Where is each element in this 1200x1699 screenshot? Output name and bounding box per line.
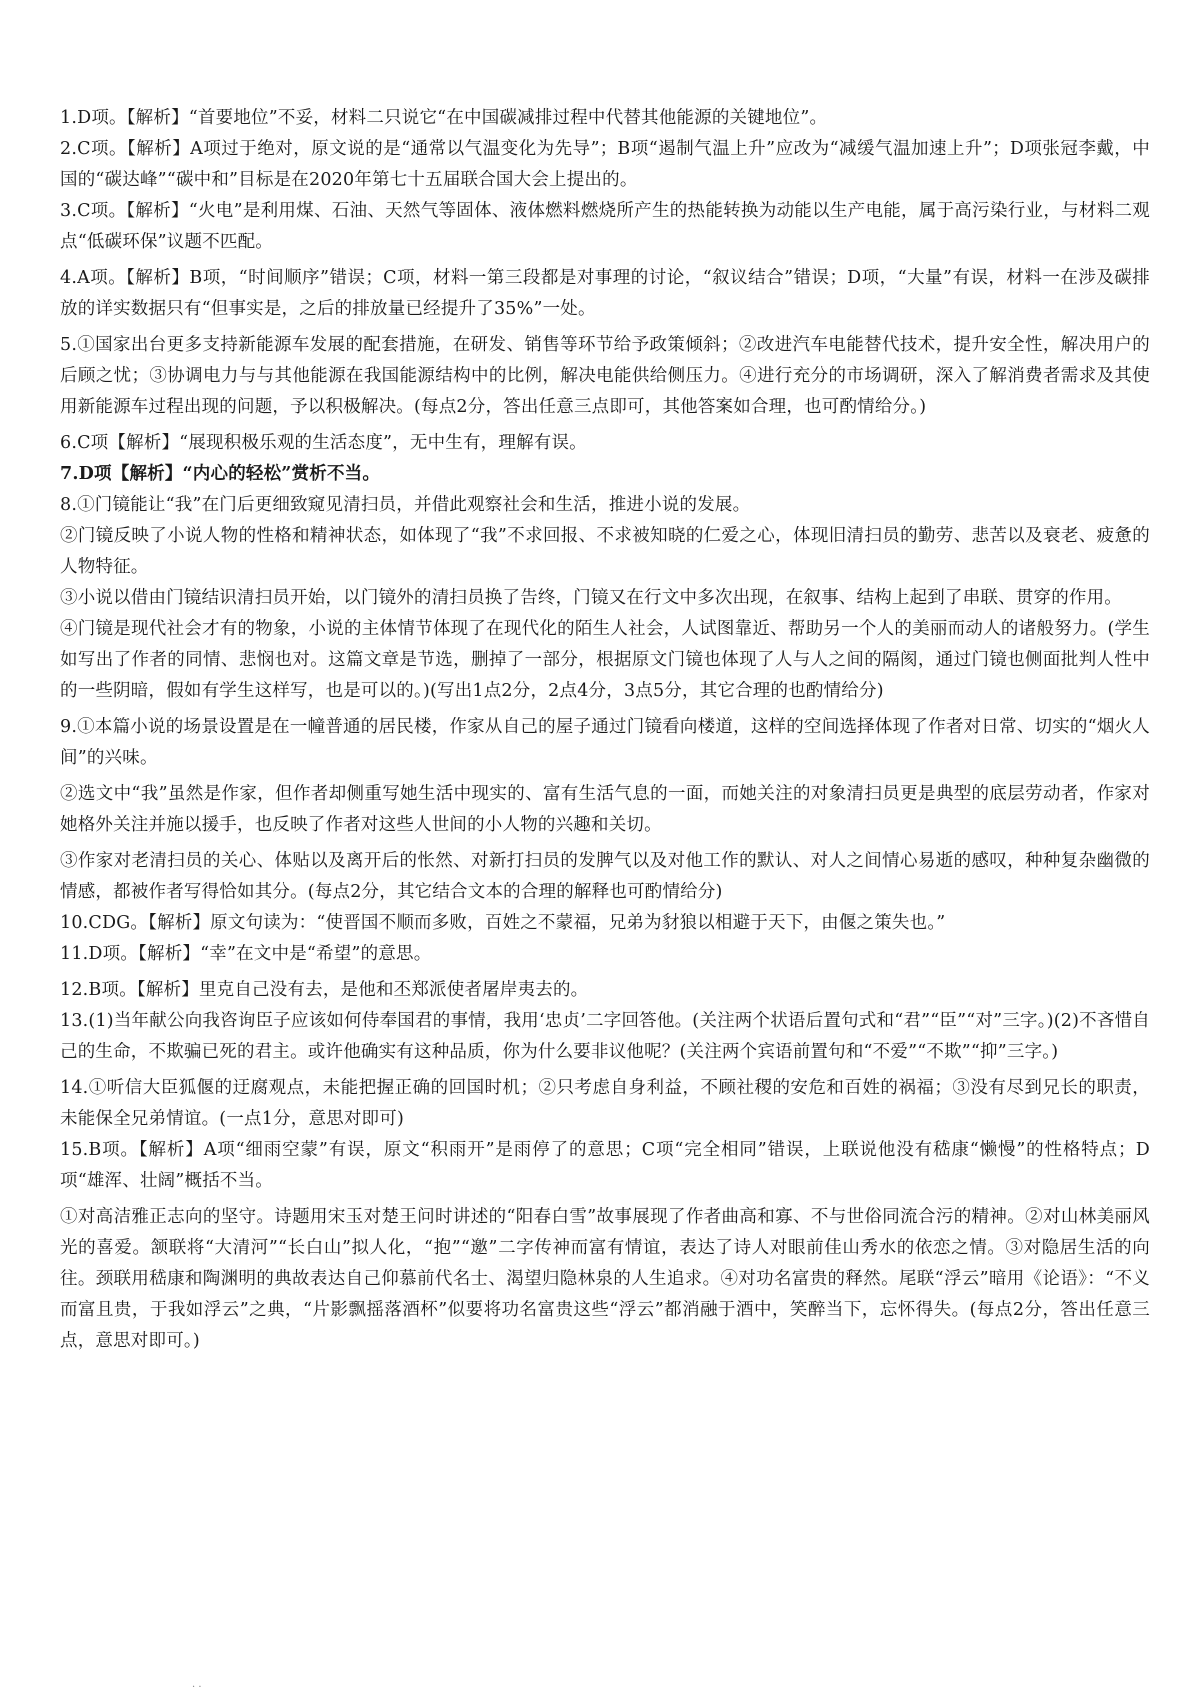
answer-8-point-4: ④门镜是现代社会才有的物象，小说的主体情节体现了在现代化的陌生人社会，人试图靠近、帮助另一个人的美丽而动人的诸般努力。(学生如写出了作者的同情、悲悯也对。这篇文章是节选，删掉了一部分，根据原文门镜也体现了人与人之间的隔阂，通过门镜也侧面批判人性中的一些阴暗，假如有学生这样写，也是可以的。)(写出1点2分，2点4分，3点5分，其它合理的也酌情给分) (60, 619, 1150, 701)
answer-7: 7.D项【解析】“内心的轻松”赏析不当。 (60, 464, 381, 484)
answer-14: 14.①听信大臣狐偃的迂腐观点，未能把握正确的回国时机；②只考虑自身利益，不顾社稷的安危和百姓的祸福；③没有尽到兄长的职责，未能保全兄弟情谊。(一点1分，意思对即可) (60, 1078, 1150, 1129)
answer-4: 4.A项。【解析】B项，“时间顺序”错误；C项，材料一第三段都是对事理的讨论，“叙议结合”错误；D项，“大量”有误，材料一在涉及碳排放的详实数据只有“但事实是，之后的排放量已经提升了35%”一处。 (60, 268, 1150, 319)
answer-9-point-2: ②选文中“我”虽然是作家，但作者却侧重写她生活中现实的、富有生活气息的一面，而她关注的对象清扫员更是典型的底层劳动者，作家对她格外关注并施以援手，也反映了作者对这些人世间的小人物的兴趣和关切。 (60, 784, 1150, 835)
answer-3: 3.C项。【解析】“火电”是利用煤、石油、天然气等固体、液体燃料燃烧所产生的热能转换为动能以生产电能，属于高污染行业，与材料二观点“低碳环保”议题不匹配。 (60, 201, 1150, 252)
answer-16: ①对高洁雅正志向的坚守。诗题用宋玉对楚王问时讲述的“阳春白雪”故事展现了作者曲高和寡、不与世俗同流合污的精神。②对山林美丽风光的喜爱。颔联将“大清河”“长白山”拟人化，“抱”“邀”二字传神而富有情谊，表达了诗人对眼前佳山秀水的依恋之情。③对隐居生活的向往。颈联用嵇康和陶渊明的典故表达自己仰慕前代名士、渴望归隐林泉的人生追求。④对功名富贵的释然。尾联“浮云”暗用《论语》：“不义而富且贵，于我如浮云”之典，“片影飘摇落酒杯”似要将功名富贵这些“浮云”都消融于酒中，笑醉当下，忘怀得失。(每点2分，答出任意三点，意思对即可。) (60, 1207, 1150, 1351)
answer-9-point-3: ③作家对老清扫员的关心、体贴以及离开后的怅然、对新打扫员的发脾气以及对他工作的默认、对人之间情心易逝的感叹，种种复杂幽微的情感，都被作者写得恰如其分。(每点2分，其它结合文本的合理的解释也可酌情给分) (60, 851, 1150, 902)
answer-10: 10.CDG。【解析】原文句读为：“使晋国不顺而多败，百姓之不蒙福，兄弟为豺狼以相避于天下，由偃之策失也。” (60, 913, 946, 933)
answer-8-point-1: 8.①门镜能让“我”在门后更细致窥见清扫员，并借此观察社会和生活，推进小说的发展。 (60, 495, 751, 515)
answer-9-point-1: 9.①本篇小说的场景设置是在一幢普通的居民楼，作家从自己的屋子通过门镜看向楼道，这样的空间选择体现了作者对日常、切实的“烟火人间”的兴味。 (60, 717, 1150, 768)
answer-list (60, 103, 1150, 1357)
answer-8-point-2: ②门镜反映了小说人物的性格和精神状态，如体现了“我”不求回报、不求被知晓的仁爱之心，体现旧清扫员的勤劳、悲苦以及衰老、疲惫的人物特征。 (60, 526, 1150, 577)
answer-2: 2.C项。【解析】A项过于绝对，原文说的是“通常以气温变化为先导”；B项“遏制气温上升”应改为“减缓气温加速上升”；D项张冠李戴，中国的“碳达峰”“碳中和”目标是在2020年第七十五届联合国大会上提出的。 (60, 139, 1150, 190)
answer-1: 1.D项。【解析】“首要地位”不妥，材料二只说它“在中国碳减排过程中代替其他能源的关键地位”。 (60, 108, 828, 128)
answer-6: 6.C项【解析】“展现积极乐观的生活态度”，无中生有，理解有误。 (60, 433, 587, 453)
answer-5: 5.①国家出台更多支持新能源车发展的配套措施，在研发、销售等环节给予政策倾斜；②改进汽车电能替代技术，提升安全性，解决用户的后顾之忧；③协调电力与与其他能源在我国能源结构中的比例，解决电能供给侧压力。④进行充分的市场调研，深入了解消费者需求及其使用新能源车过程出现的问题，予以积极解决。(每点2分，答出任意三点即可，其他答案如合理，也可酌情给分。) (60, 335, 1150, 417)
answer-12: 12.B项。【解析】里克自己没有去，是他和丕郑派使者屠岸夷去的。 (60, 980, 589, 1000)
answer-15: 15.B项。【解析】A项“细雨空蒙”有误，原文“积雨开”是雨停了的意思；C项“完全相同”错误，上联说他没有嵇康“懒慢”的性格特点；D项“雄浑、壮阔”概括不当。 (60, 1140, 1150, 1191)
footer-dots: · · (192, 1682, 202, 1693)
answer-13: 13.(1)当年献公向我咨询臣子应该如何侍奉国君的事情，我用‘忠贞’二字回答他。(关注两个状语后置句式和“君”“臣”“对”三字。)(2)不吝惜自己的生命，不欺骗已死的君主。或许他确实有这种品质，你为什么要非议他呢？(关注两个宾语前置句和“不爱”“不欺”“抑”三字。) (60, 1011, 1150, 1062)
answer-8-point-3: ③小说以借由门镜结识清扫员开始，以门镜外的清扫员换了告终，门镜又在行文中多次出现，在叙事、结构上起到了串联、贯穿的作用。 (60, 588, 1122, 608)
answer-11: 11.D项。【解析】“幸”在文中是“希望”的意思。 (60, 944, 432, 964)
